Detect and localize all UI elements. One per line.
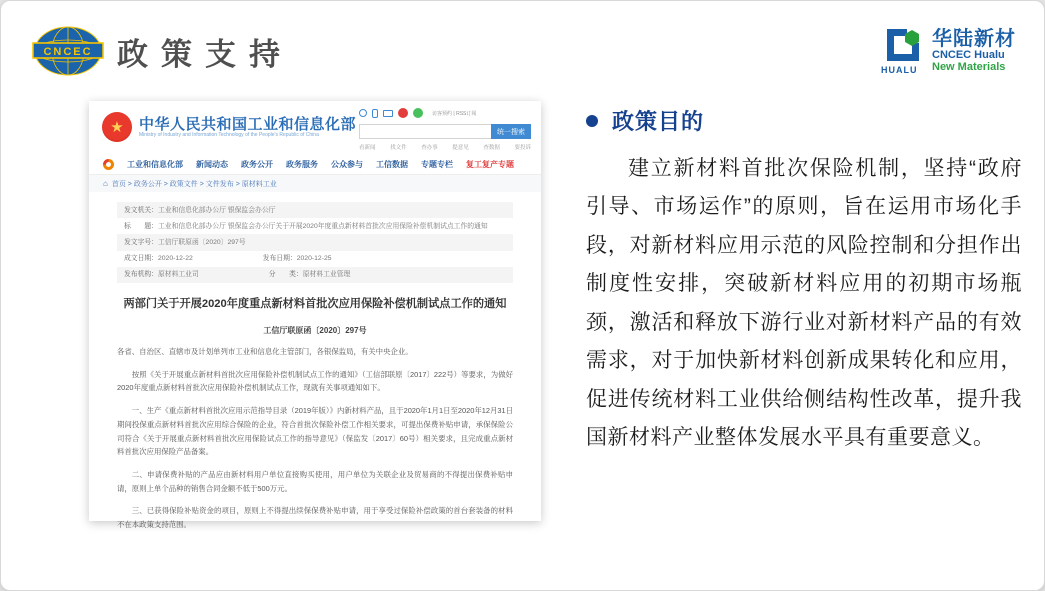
- bullet-icon: [586, 115, 598, 127]
- cncec-globe-logo-icon: [31, 25, 105, 77]
- meta-label: 发文机关：: [124, 206, 158, 214]
- quick-link-news[interactable]: 看新闻: [359, 145, 376, 151]
- site-name-en: Ministry of Industry and Information Technology of the People's Republic of China: [139, 132, 319, 138]
- weibo-icon[interactable]: [398, 108, 408, 118]
- doc-paragraph: 二、申请保费补贴的产品应由新材料用户单位直接购买使用，用户单位为关联企业及贸易商的不得提出保费补贴申请，原则上单个品种的销售合同金额不低于500万元。: [117, 469, 513, 493]
- site-nav: [89, 155, 541, 175]
- quick-links: [359, 143, 531, 151]
- wechat-icon[interactable]: [413, 108, 423, 118]
- hualu-name-zh: 华陆新材: [932, 28, 1016, 50]
- meta-value: 工信厅联原函〔2020〕297号: [157, 238, 246, 246]
- site-search-button[interactable]: 统一搜索: [491, 124, 531, 139]
- nav-item-data[interactable]: 工信数据: [376, 160, 408, 169]
- site-search-input[interactable]: [359, 124, 491, 139]
- policy-purpose-panel: [586, 105, 1022, 457]
- quick-link-services[interactable]: 查办事: [421, 145, 438, 151]
- doc-paragraph: 三、已获得保险补贴资金的项目，原则上不得提出续保保费补贴申请，用于享受过保险补偿政策的首台套装备的材料不在本政策支持范围。: [117, 506, 513, 529]
- doc-meta-table: [117, 202, 513, 283]
- mail-icon[interactable]: [383, 110, 393, 117]
- meta-value: 2020-12-25: [296, 255, 332, 263]
- doc-title: 两部门关于开展2020年度重点新材料首批次应用保险补偿机制试点工作的通知: [123, 297, 507, 310]
- page-title: 政策支持: [117, 37, 293, 73]
- panel-body-text: 建立新材料首批次保险机制，坚持“政府引导、市场运作”的原则，旨在运用市场化手段，对新材料应用示范的风险控制和分担作出制度性安排，突破新材料应用的初期市场瓶颈，激活和释放下游行业对新材料产品的有效需求，对于加快新材料创新成果转化和应用，促进传统材料工业供给侧结构性改革，提升我国新材料产业整体发展水平具有重要意义。: [586, 157, 1022, 449]
- meta-label: 发布日期：: [262, 255, 297, 263]
- meta-label: 分 类：: [268, 271, 303, 279]
- meta-value: 2020-12-22: [157, 255, 193, 263]
- doc-paragraph: 一、生产《重点新材料首批次应用示范指导目录（2019年版）》内新材料产品，且于2020年1月1日至2020年12月31日期间投保重点新材料首批次应用综合保险的企业，符合首批次保险补偿工作相关要求，可提出保费补贴申请，承保保险公司符合《关于开展重点新材料首批次应用保险试点工作的指导意见》（保监发〔2017〕60号）相关要求，且完成重点新材料首批次应用保险产品备案。: [117, 406, 513, 457]
- hualu-mark-icon: [881, 27, 925, 75]
- nav-item-services[interactable]: 政务服务: [286, 160, 318, 169]
- meta-value: 工业和信息化部办公厅 银保监会办公厅关于开展2020年度重点新材料首批次应用保险补偿机制试点工作的通知: [157, 222, 488, 230]
- panel-heading: 政策目的: [612, 109, 705, 134]
- document-area: [89, 192, 541, 532]
- meta-label: 成文日期：: [124, 255, 158, 263]
- miit-nav-logo-icon: [103, 159, 114, 170]
- nav-item-participation[interactable]: 公众参与: [331, 160, 363, 169]
- table-row: [117, 251, 513, 267]
- cncec-logo-text: CNCEC: [43, 46, 93, 58]
- meta-value: 原材料工业管理: [302, 271, 351, 279]
- breadcrumb[interactable]: [89, 175, 541, 192]
- meta-label: 发文字号：: [124, 238, 158, 246]
- hualu-name-en2: New Materials: [932, 60, 1006, 73]
- doc-salutation: 各省、自治区、直辖市及计划单列市工业和信息化主管部门，各银保监局，有关中央企业。: [117, 347, 413, 357]
- doc-number: 工信厅联原函〔2020〕297号: [263, 326, 367, 336]
- meta-value: 原材料工业司: [157, 271, 199, 279]
- quick-link-complaint[interactable]: 要投诉: [514, 145, 531, 151]
- quick-link-suggest[interactable]: 提意见: [452, 145, 469, 151]
- meta-label: 标 题：: [124, 222, 158, 230]
- table-row: [117, 267, 513, 283]
- table-row: [117, 202, 513, 218]
- mobile-icon[interactable]: [372, 109, 378, 118]
- quick-link-data[interactable]: 查数据: [483, 145, 500, 151]
- table-row: [117, 218, 513, 234]
- quick-link-files[interactable]: 找文件: [390, 145, 407, 151]
- nav-item-resume-work[interactable]: 复工复产专题: [466, 160, 514, 169]
- accessibility-icon[interactable]: [359, 109, 367, 117]
- doc-paragraph: 按照《关于开展重点新材料首批次应用保险补偿机制试点工作的通知》（工信部联原〔2017〕222号）等要求，为做好2020年度重点新材料首批次应用保险补偿机制试点工作，现就有关事项通知如下。: [117, 369, 513, 393]
- national-emblem-icon: ★: [102, 112, 132, 142]
- meta-value: 工业和信息化部办公厅 银保监会办公厅: [157, 206, 276, 214]
- hualu-logo: [881, 27, 1016, 75]
- meta-label: 发布机构：: [124, 271, 158, 279]
- nav-item-special[interactable]: 专题专栏: [421, 160, 453, 169]
- hualu-name-en1: CNCEC Hualu: [932, 49, 1005, 61]
- home-icon: ⌂: [103, 179, 108, 188]
- miit-website-screenshot: [89, 101, 541, 529]
- visitor-rss-links[interactable]: 访客预约 | RSS订阅: [432, 110, 477, 117]
- nav-item-news[interactable]: 新闻动态: [196, 160, 228, 169]
- hualu-mark-text: HUALU: [881, 65, 918, 75]
- table-row: [117, 234, 513, 250]
- breadcrumb-path: 首页 > 政务公开 > 政策文件 > 文件发布 > 原材料工业: [111, 180, 277, 188]
- site-header: [89, 101, 541, 155]
- nav-item-disclosure[interactable]: 政务公开: [241, 160, 273, 169]
- nav-item-home[interactable]: 工业和信息化部: [127, 160, 183, 169]
- site-name: 中华人民共和国工业和信息化部: [139, 116, 357, 133]
